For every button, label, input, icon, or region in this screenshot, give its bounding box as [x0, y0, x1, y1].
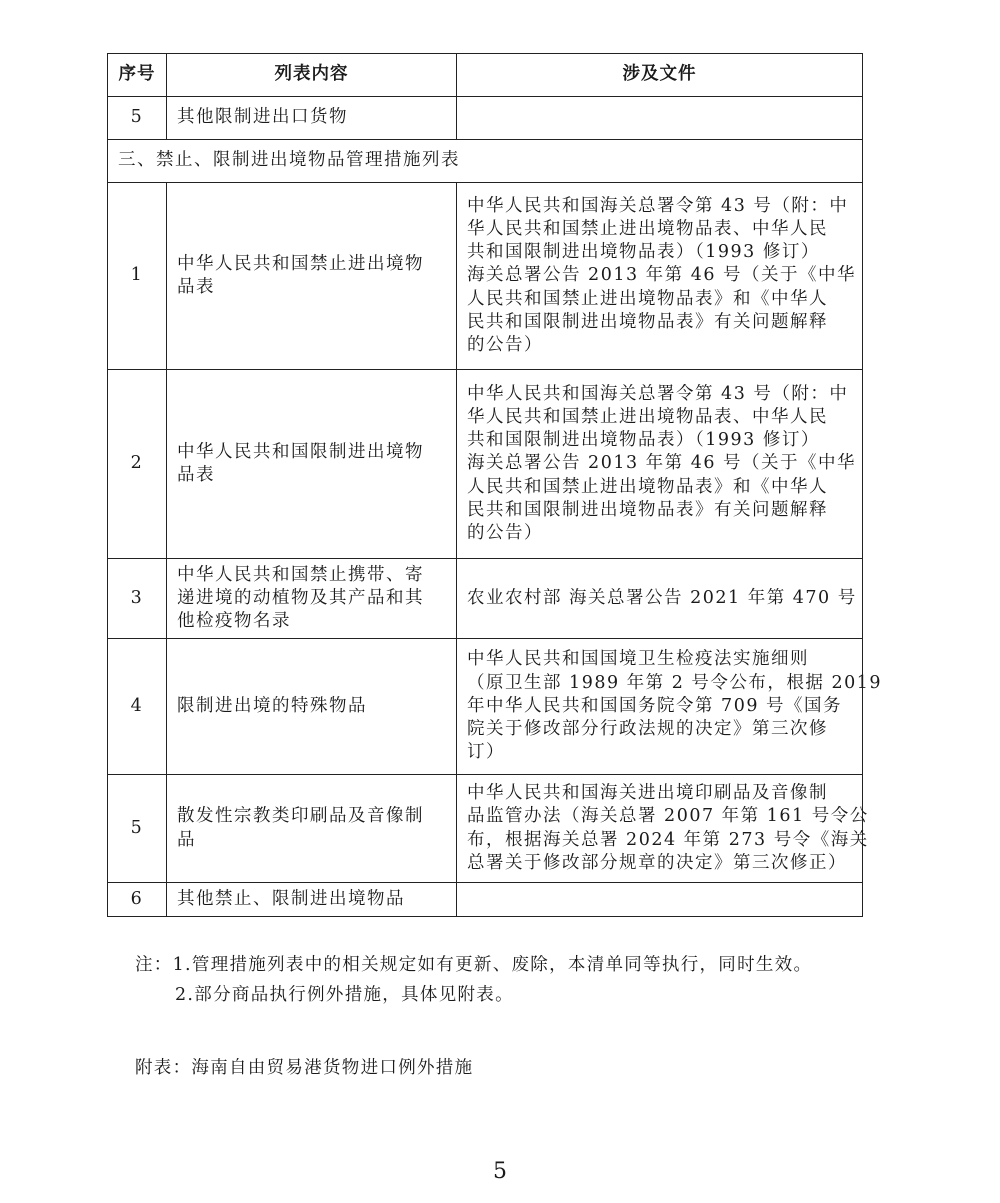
row-documents: 中华人民共和国海关总署令第 43 号（附：中 华人民共和国禁止进出境物品表、中华人民 共和国限制进出境物品表）（1993 修订） 海关总署公告 2013 年第 46 号（关于《中华 人民共和国禁止进出境物品表》和《中华人 民共和国限制进出境物品表》有关问题解释 的公告） [457, 370, 863, 559]
note-line-2: 2.部分商品执行例外措施，具体见附表。 [175, 985, 514, 1005]
table-row [108, 97, 863, 140]
row-number: 2 [108, 370, 167, 559]
row-documents: 中华人民共和国海关总署令第 43 号（附：中 华人民共和国禁止进出境物品表、中华人民 共和国限制进出境物品表）（1993 修订） 海关总署公告 2013 年第 46 号（关于《中华 人民共和国禁止进出境物品表》和《中华人 民共和国限制进出境物品表》有关问题解释 的公告） [457, 183, 863, 370]
table-header-row [108, 54, 863, 97]
row-documents [457, 883, 863, 917]
table-row [108, 775, 863, 883]
notes [135, 950, 812, 1010]
row-number: 4 [108, 639, 167, 775]
row-documents: 中华人民共和国国境卫生检疫法实施细则 （原卫生部 1989 年第 2 号令公布，根据 2019 年中华人民共和国国务院令第 709 号《国务 院关于修改部分行政法规的决定》第三次修 订） [457, 639, 863, 775]
table-row [108, 370, 863, 559]
measures-table [107, 53, 883, 917]
row-number: 3 [108, 559, 167, 639]
row-content: 中华人民共和国禁止携带、寄 递进境的动植物及其产品和其 他检疫物名录 [167, 559, 457, 639]
header-serial: 序号 [108, 54, 167, 97]
row-number: 1 [108, 183, 167, 370]
row-content: 限制进出境的特殊物品 [167, 639, 457, 775]
row-content: 其他禁止、限制进出境物品 [167, 883, 457, 917]
row-documents: 农业农村部 海关总署公告 2021 年第 470 号 [457, 559, 863, 639]
row-number: 5 [108, 97, 167, 140]
row-number: 5 [108, 775, 167, 883]
note-line-1: 注：1.管理措施列表中的相关规定如有更新、废除，本清单同等执行，同时生效。 [135, 955, 813, 975]
row-content: 其他限制进出口货物 [167, 97, 457, 140]
row-documents: 中华人民共和国海关进出境印刷品及音像制 品监管办法（海关总署 2007 年第 161 号令公 布，根据海关总署 2024 年第 273 号令《海关 总署关于修改部分规章的决定》第三次修正） [457, 775, 863, 883]
note-prefix: 注： [135, 955, 173, 975]
row-content: 散发性宗教类印刷品及音像制 品 [167, 775, 457, 883]
row-content: 中华人民共和国限制进出境物 品表 [167, 370, 457, 559]
table-row [108, 183, 863, 370]
table-row [108, 639, 863, 775]
appendix-reference: 附表：海南自由贸易港货物进口例外措施 [135, 1058, 474, 1078]
table-row [108, 559, 863, 639]
header-list-content: 列表内容 [167, 54, 457, 97]
section-row [108, 140, 863, 183]
row-documents [457, 97, 863, 140]
page-number: 5 [493, 1159, 507, 1184]
row-number: 6 [108, 883, 167, 917]
header-documents: 涉及文件 [457, 54, 863, 97]
table-row [108, 883, 863, 917]
row-content: 中华人民共和国禁止进出境物 品表 [167, 183, 457, 370]
section-title: 三、禁止、限制进出境物品管理措施列表 [108, 140, 863, 183]
